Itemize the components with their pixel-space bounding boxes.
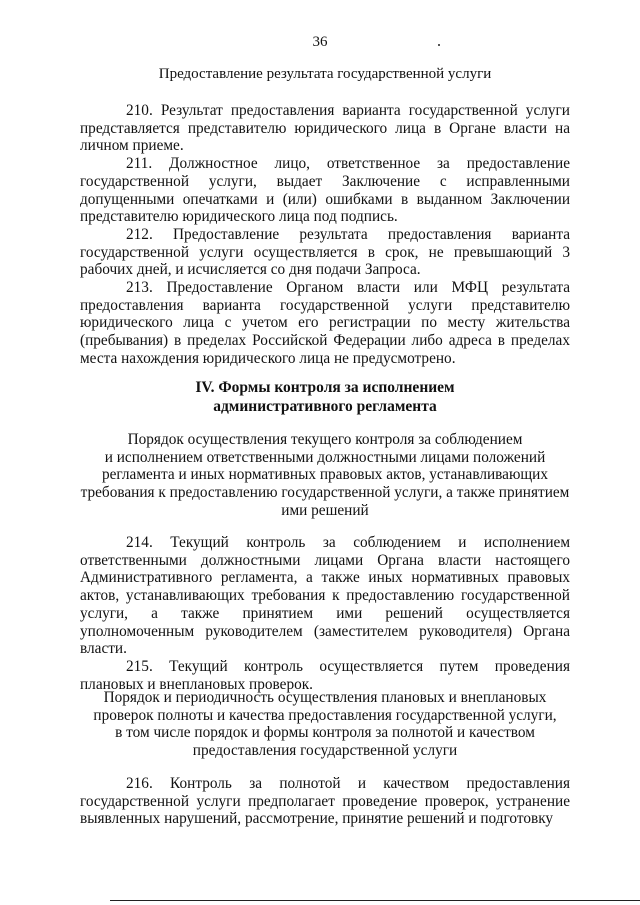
paragraph-212: 212. Предоставление результата предоставления варианта государственной услуги осуществляется в срок, не превышающий 3 рабочих дней, и исчисляется со дня подачи Запроса. [80, 225, 570, 279]
paragraph-group-3 [80, 775, 570, 828]
subheading-line: проверок полноты и качества предоставления государственной услуги, [93, 706, 557, 724]
paragraph-211: 211. Должностное лицо, ответственное за предоставление государственной услуги, выдает Заключение с исправленными допущенными опечатками и (или) ошибками в выданном Заключении представителю юридического лица под подпись. [80, 155, 570, 226]
subheading-current-control [80, 431, 570, 520]
subheading-line: требования к предоставлению государственной услуги, а также принятием [80, 484, 570, 502]
paragraph-216: 216. Контроль за полнотой и качеством предоставления государственной услуги предполагает проведение проверок, устранение выявленных нарушений, рассмотрение, принятие решений и подготовку [80, 775, 570, 828]
page-number: 36 [312, 34, 328, 50]
subheading-line: ими решений [281, 501, 369, 519]
paragraph-214: 214. Текущий контроль за соблюдением и исполнением ответственными должностными лицами Органа власти настоящего Административного регламента, а также иных нормативных правовых актов, устанавливающих требования к предоставлению государственной услуги, а также принятием ими решений осуществляется уполномоченным руководителем (заместителем руководителя) Органа власти. [80, 534, 570, 658]
subheading-line: Порядок и периодичность осуществления плановых и внеплановых [103, 689, 547, 706]
scan-edge-line [110, 900, 640, 901]
chapter-title-line: административного регламента [213, 397, 437, 415]
subheading-line: и исполнением ответственными должностными лицами положений [104, 448, 546, 466]
scan-speck [438, 44, 440, 46]
paragraph-group-2 [80, 534, 570, 693]
section-title: Предоставление результата государственной услуги [158, 66, 492, 82]
chapter-title [80, 379, 570, 416]
chapter-title-line: IV. Формы контроля за исполнением [195, 379, 455, 396]
subheading-line: Порядок осуществления текущего контроля за соблюдением [127, 431, 523, 448]
paragraph-213: 213. Предоставление Органом власти или МФЦ результата предоставления варианта государственной услуги представителю юридического лица с учетом его регистрации по месту жительства (пребывания) в пределах Российской Федерации либо адреса в пределах места нахождения юридического лица не предусмотрено. [80, 279, 570, 367]
subheading-inspections [80, 689, 570, 760]
paragraph-210: 210. Результат предоставления варианта государственной услуги представляется представителю юридического лица в Органе власти на личном приеме. [80, 102, 570, 155]
subheading-line: предоставления государственной услуги [192, 742, 458, 760]
subheading-line: в том числе порядок и формы контроля за полнотой и качеством [115, 724, 535, 742]
paragraph-215: 215. Текущий контроль осуществляется путем проведения плановых и внеплановых проверок. [80, 657, 570, 693]
paragraph-group-1 [80, 102, 570, 368]
subheading-line: регламента и иных нормативных правовых актов, устанавливающих [101, 466, 549, 484]
